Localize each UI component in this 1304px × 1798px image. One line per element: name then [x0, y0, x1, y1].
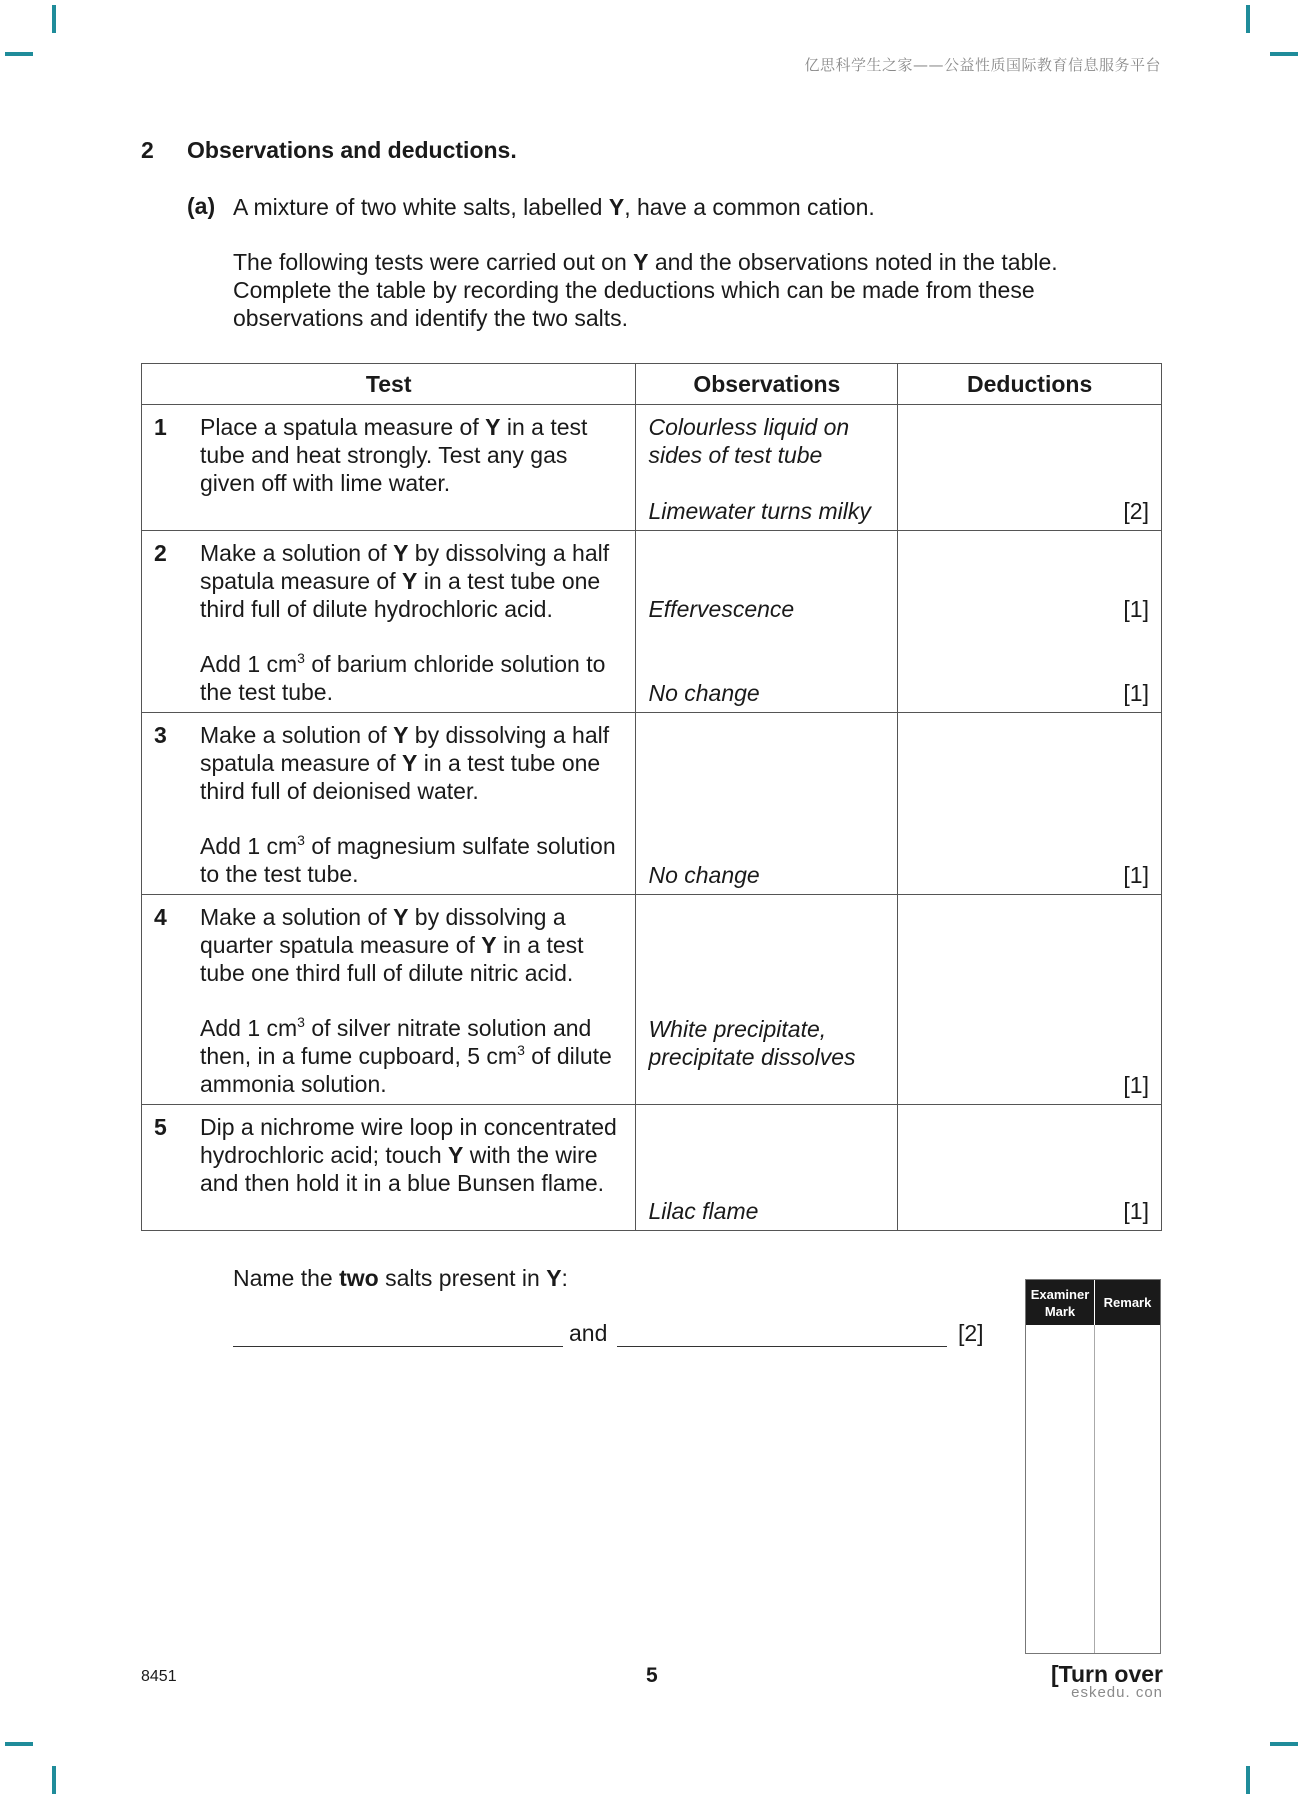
observation-cell — [636, 405, 898, 531]
crop-mark-tl-h — [5, 52, 33, 56]
test-description: Make a solution of Y by dissolving a quarter spatula measure of Y in a test tube one third full of dilute nitric acid. Add 1 $cm^3$ of silver nitrate solution and then, in a fume cupboard, 5 $cm^3$ of dilute ammonia solution. — [200, 904, 612, 1097]
observation-cell — [636, 713, 898, 895]
test-cell — [142, 1105, 636, 1231]
question-title: Observations and deductions. — [187, 137, 517, 163]
observation-text: Limewater turns milky — [648, 498, 871, 524]
crop-mark-tr-h — [1270, 52, 1298, 56]
observation-text: Colourless liquid on sides of test tube — [648, 414, 850, 468]
test-cell — [142, 531, 636, 713]
salts-answer-row — [233, 1320, 993, 1350]
salt-answer-field-1[interactable] — [233, 1346, 563, 1347]
crop-mark-br-h — [1270, 1742, 1298, 1746]
header-observations: Observations — [636, 364, 898, 405]
observation-cell — [636, 895, 898, 1105]
deduction-cell[interactable] — [898, 1105, 1162, 1231]
test-description: Place a spatula measure of Y in a test tube and heat strongly. Test any gas given off with lime water. — [200, 414, 588, 496]
observation-text: Effervescence — [648, 596, 795, 622]
mark-allocation: [2] — [1123, 498, 1149, 524]
and-label: and — [569, 1320, 608, 1346]
table-row — [142, 405, 1162, 531]
table-row — [142, 713, 1162, 895]
observation-text: No change — [648, 680, 760, 706]
crop-mark-bl-v — [52, 1766, 56, 1794]
observation-text: No change — [648, 862, 760, 888]
crop-mark-br-v — [1246, 1766, 1250, 1794]
header-test: Test — [142, 364, 636, 405]
page-number: 5 — [646, 1664, 658, 1687]
header-watermark: 亿思科学生之家——公益性质国际教育信息服务平台 — [804, 56, 1161, 74]
examiner-box — [1025, 1279, 1161, 1654]
paper-code: 8451 — [141, 1668, 177, 1685]
test-number: 5 — [154, 1114, 167, 1140]
observation-text: Lilac flame — [648, 1198, 759, 1224]
remark-header: Remark — [1103, 1295, 1152, 1310]
salts-prompt: Name the two salts present in Y: — [233, 1265, 568, 1291]
test-number: 3 — [154, 722, 167, 748]
question-number: 2 — [141, 137, 154, 163]
footer-watermark: eskedu. con — [1071, 1684, 1163, 1701]
test-number: 1 — [154, 414, 167, 440]
test-cell — [142, 713, 636, 895]
mark-allocation: [1] — [1123, 1072, 1149, 1098]
mark-allocation: [1] — [1123, 596, 1149, 622]
test-cell — [142, 405, 636, 531]
mark-allocation: [1] — [1123, 1198, 1149, 1224]
test-number: 2 — [154, 540, 167, 566]
part-label: (a) — [187, 193, 216, 219]
test-number: 4 — [154, 904, 167, 930]
deduction-cell[interactable] — [898, 531, 1162, 713]
deduction-cell[interactable] — [898, 713, 1162, 895]
crop-mark-bl-h — [5, 1742, 33, 1746]
salt-answer-field-2[interactable] — [617, 1346, 947, 1347]
deduction-cell[interactable] — [898, 895, 1162, 1105]
turn-over-label: [Turn over — [1050, 1661, 1163, 1687]
test-cell — [142, 895, 636, 1105]
mark-allocation: [2] — [958, 1320, 984, 1346]
observation-text: White precipitate, precipitate dissolves — [648, 1016, 856, 1070]
examiner-box-header — [1026, 1280, 1160, 1325]
table-row — [142, 1105, 1162, 1231]
crop-mark-tr-v — [1246, 5, 1250, 33]
table-row — [142, 895, 1162, 1105]
intro-paragraph: A mixture of two white salts, labelled Y, have a common cation. — [233, 194, 875, 220]
examiner-mark-header: Examiner Mark — [1026, 1280, 1095, 1325]
table-row — [142, 531, 1162, 713]
crop-mark-tl-v — [52, 5, 56, 33]
test-description: Make a solution of Y by dissolving a half spatula measure of Y in a test tube one third full of deionised water. Add 1 $cm^3$ of magnesium sulfate solution to the test tube. — [200, 722, 616, 887]
results-table — [141, 363, 1162, 1231]
observation-cell — [636, 531, 898, 713]
test-description: Make a solution of Y by dissolving a half spatula measure of Y in a test tube one third full of dilute hydrochloric acid. Add 1 $cm^3$ of barium chloride solution to the test tube. — [200, 540, 610, 705]
test-description: Dip a nichrome wire loop in concentrated hydrochloric acid; touch Y with the wire and then hold it in a blue Bunsen flame. — [200, 1114, 617, 1196]
examiner-box-divider — [1094, 1325, 1095, 1653]
observation-cell — [636, 1105, 898, 1231]
deduction-cell[interactable] — [898, 405, 1162, 531]
mark-allocation: [1] — [1123, 680, 1149, 706]
mark-allocation: [1] — [1123, 862, 1149, 888]
header-deductions: Deductions — [898, 364, 1162, 405]
table-header-row — [142, 364, 1162, 405]
instruction-paragraph: The following tests were carried out on Y and the observations noted in the table. Complete the table by recording the deductions which can be made from these observations and identify the two salts. — [233, 249, 1058, 331]
